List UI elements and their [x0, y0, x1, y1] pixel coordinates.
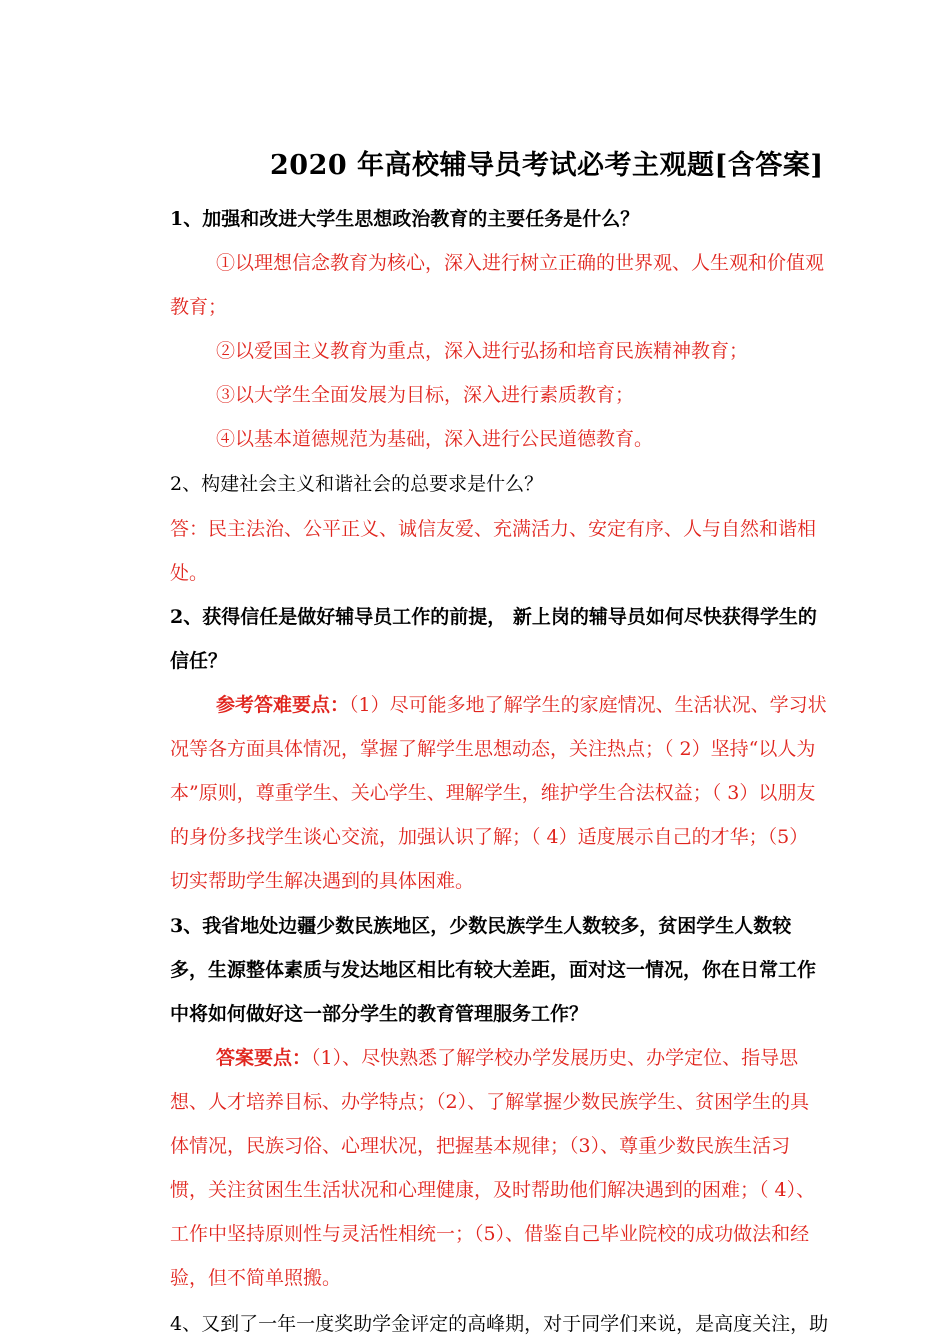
question-4-line-1: 4、又到了一年一度奖助学金评定的高峰期，对于同学们来说，是高度关注，助: [170, 1313, 829, 1335]
answer-3-line-4: 惯，关注贫困生生活状况和心理健康，及时帮助他们解决遇到的困难；（ 4）、: [170, 1179, 816, 1201]
answer-3-line-6: 验，但不简单照搬。: [170, 1267, 342, 1289]
answer-3-line-1: [216, 1045, 798, 1071]
answer-2a-line-1: 答：民主法治、公平正义、诚信友爱、充满活力、安定有序、人与自然和谐相: [170, 518, 817, 540]
answer-2b-line-5: 切实帮助学生解决遇到的具体困难。: [170, 870, 475, 892]
answer-label: 参考答难要点：: [216, 694, 350, 716]
answer-3-line-5: 工作中坚持原则性与灵活性相统一；（5）、借鉴自己毕业院校的成功做法和经: [170, 1223, 810, 1245]
answer-2b-line-3: 本”原则，尊重学生、关心学生、理解学生，维护学生合法权益；（ 3）以朋友: [170, 782, 816, 804]
question-2a: 2、构建社会主义和谐社会的总要求是什么？: [170, 473, 544, 495]
document-title: 2020 年高校辅导员考试必考主观题[含答案]: [270, 150, 824, 181]
answer-text: （1）尽可能多地了解学生的家庭情况、生活状况、学习状: [349, 694, 827, 716]
answer-2b-line-1: [216, 692, 827, 718]
answer-1-item-2: ②以爱国主义教育为重点，深入进行弘扬和培育民族精神教育；: [216, 340, 749, 362]
answer-3-line-3: 体情况，民族习俗、心理状况，把握基本规律；（3）、尊重少数民族生活习: [170, 1135, 791, 1157]
question-3-line-1: 3、我省地处边疆少数民族地区，少数民族学生人数较多，贫困学生人数较: [170, 915, 792, 937]
question-2b-line-2: 信任？: [170, 650, 228, 672]
answer-1-item-1: ①以理想信念教育为核心，深入进行树立正确的世界观、人生观和价值观: [216, 252, 825, 274]
answer-1-item-4: ④以基本道德规范为基础，深入进行公民道德教育。: [216, 428, 654, 450]
answer-2b-line-4: 的身份多找学生谈心交流，加强认识了解；（ 4）适度展示自己的才华；（5）: [170, 826, 809, 848]
answer-2a-line-2: 处。: [170, 562, 209, 584]
question-2b-line-1: 2、获得信任是做好辅导员工作的前提， 新上岗的辅导员如何尽快获得学生的: [170, 606, 817, 628]
question-1: 1、加强和改进大学生思想政治教育的主要任务是什么？: [170, 208, 640, 230]
answer-1-item-1-cont: 教育；: [170, 296, 228, 318]
answer-3-line-2: 想、人才培养目标、办学特点；（2）、了解掌握少数民族学生、贫困学生的具: [170, 1091, 810, 1113]
answer-1-item-3: ③以大学生全面发展为目标，深入进行素质教育；: [216, 384, 635, 406]
question-3-line-2: 多，生源整体素质与发达地区相比有较大差距，面对这一情况，你在日常工作: [170, 959, 817, 981]
question-3-line-3: 中将如何做好这一部分学生的教育管理服务工作？: [170, 1003, 589, 1025]
answer-label: 答案要点：: [216, 1047, 312, 1069]
answer-text: （1）、尽快熟悉了解学校办学发展历史、办学定位、指导思: [311, 1047, 799, 1069]
answer-2b-line-2: 况等各方面具体情况，掌握了解学生思想动态，关注热点；（ 2）坚持“以人为: [170, 738, 816, 760]
